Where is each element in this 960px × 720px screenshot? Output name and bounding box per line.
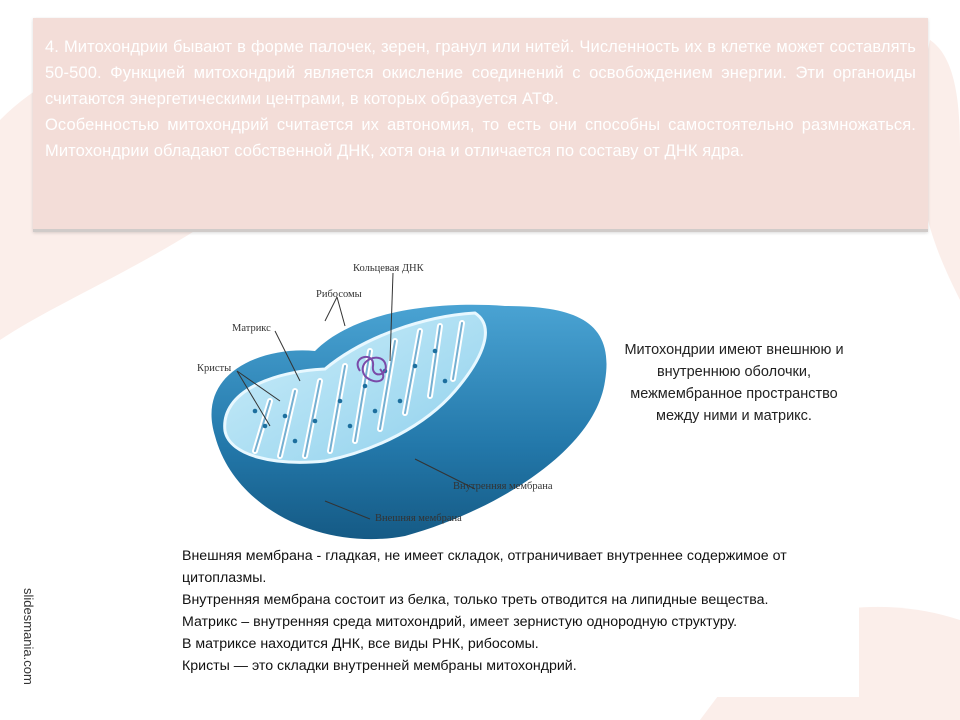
side-note: Митохондрии имеют внешнюю и внутреннюю оболочки, межмембранное пространство между ними и матрикс. (624, 342, 844, 424)
description-outer-membrane: Внешняя мембрана - гладкая, не имеет складок, отграничивает внутреннее содержимое от цитоплазмы. (182, 548, 787, 586)
intro-text-box (33, 18, 928, 232)
label-ring-dna: Кольцевая ДНК (353, 263, 424, 274)
description-inner-membrane: Внутренняя мембрана состоит из белка, только треть отводится на липидные вещества. (182, 592, 769, 608)
label-cristae: Кристы (197, 363, 232, 374)
label-inner-membrane: Внутренняя мембрана (453, 481, 553, 492)
label-ribosomes: Рибосомы (316, 289, 362, 300)
description-matrix: Матрикс – внутренняя среда митохондрий, имеет зернистую однородную структуру. (182, 614, 738, 630)
description-matrix-contents: В матриксе находится ДНК, все виды РНК, рибосомы. (182, 636, 539, 652)
label-matrix: Матрикс (232, 323, 271, 334)
label-outer-membrane: Внешняя мембрана (375, 513, 462, 524)
intro-paragraph-1: 4. Митохондрии бывают в форме палочек, зерен, гранул или нитей. Численность их в клетке может составлять 50-500. Функцией митохондрий является окисление соединений с освобождением энергии. Эти органоиды считаются энергетическими центрами, в которых образуется АТФ. (45, 38, 916, 108)
slidesmania-watermark: slidesmania.com (21, 588, 36, 685)
description-block (182, 545, 852, 677)
mitochondrion-figure (175, 251, 859, 697)
intro-paragraph-2: Особенностью митохондрий считается их автономия, то есть они способны самостоятельно размножаться. Митохондрии обладают собственной ДНК, хотя она и отличается по составу от ДНК ядра. (45, 116, 916, 160)
description-cristae: Кристы — это складки внутренней мембраны митохондрий. (182, 658, 577, 674)
